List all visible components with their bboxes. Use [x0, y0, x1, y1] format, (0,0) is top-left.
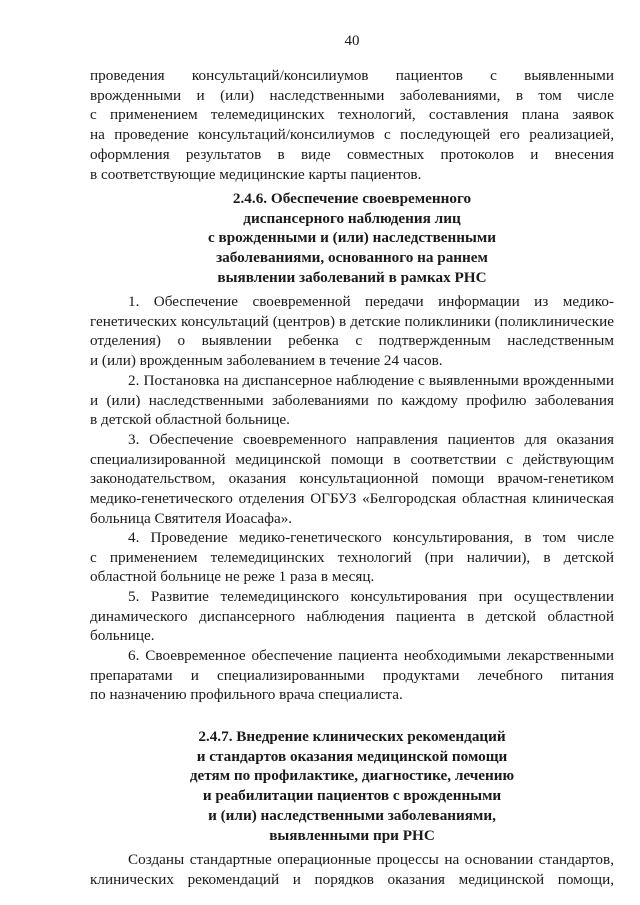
intro-paragraph — [90, 66, 614, 184]
text-line: больнице. — [90, 627, 155, 645]
text-line: в соответствующие медицинские карты пациентов. — [90, 165, 422, 183]
heading-line: 2.4.6. Обеспечение своевременного — [232, 190, 472, 207]
text-line: и (или) врожденным заболеванием в течение 24 часов. — [90, 352, 443, 370]
heading-line: и стандартов оказания медицинской помощи — [196, 747, 508, 765]
text-line: динамического диспансерного наблюдения пациента в детской областной — [90, 607, 614, 625]
list-item-3 — [90, 430, 614, 529]
text-line: 1. Обеспечение своевременной передачи информации из медико- — [128, 293, 614, 310]
text-line: с применением телемедицинских технологий, составления плана заявок — [90, 106, 614, 124]
text-line: 3. Обеспечение своевременного направления пациентов для оказания — [128, 431, 614, 448]
text-line: генетических консультаций (центров) в детские поликлиники (поликлинические — [90, 312, 614, 330]
page-number: 40 — [344, 33, 360, 49]
text-line: в детской областной больнице. — [90, 411, 290, 429]
text-line: 2. Постановка на диспансерное наблюдение с выявленными врожденными — [128, 372, 614, 389]
heading-line: выявлении заболеваний в рамках РНС — [217, 268, 487, 286]
list-item-1 — [90, 292, 614, 371]
heading-line: и реабилитации пациентов с врожденными — [202, 787, 502, 805]
heading-line: выявленными при РНС — [269, 826, 435, 844]
text-line: на проведение консультаций/консилиумов с последующей его реализацией, — [90, 126, 614, 144]
list-item-6 — [90, 646, 614, 705]
section-2-4-7-paragraph — [90, 850, 614, 889]
text-line: 5. Развитие телемедицинского консультирования при осуществлении — [128, 588, 614, 605]
list-item-2 — [90, 371, 614, 430]
text-line: оформления результатов в виде совместных протоколов и внесения — [90, 145, 614, 163]
text-line: и (или) наследственными заболеваниями по каждому профилю заболевания — [90, 391, 614, 409]
text-line: 6. Своевременное обеспечение пациента необходимыми лекарственными — [128, 647, 614, 664]
text-line: 4. Проведение медико-генетического консультирования, в том числе — [128, 529, 614, 546]
text-line: врожденными и (или) наследственными заболеваниями, в том числе — [90, 86, 614, 104]
heading-line: 2.4.7. Внедрение клинических рекомендаций — [198, 728, 506, 745]
text-line: больница Святителя Иоасафа». — [90, 509, 293, 527]
list-item-4 — [90, 528, 614, 587]
text-line: отделения) о выявлении ребенка с подтвержденным наследственным — [90, 332, 614, 350]
text-line: законодательством, оказания консультационной помощи врачом-генетиком — [90, 470, 614, 488]
heading-line: детям по профилактике, диагностике, лечению — [189, 767, 515, 785]
text-line: препаратами и специализированными продуктами лечебного питания — [90, 666, 614, 684]
text-line: с применением телемедицинских технологий (при наличии), в детской — [90, 548, 614, 566]
text-line: медико-генетического отделения ОГБУЗ «Белгородская областная клиническая — [90, 490, 614, 508]
heading-line: диспансерного наблюдения лиц — [243, 209, 461, 227]
heading-line: и (или) наследственными заболеваниями, — [208, 806, 496, 824]
heading-line: заболеваниями, основанного на раннем — [216, 249, 488, 267]
text-line: специализированной медицинской помощи в соответствии с действующим — [90, 450, 614, 468]
section-heading-2-4-6 — [90, 189, 614, 288]
text-line: областной больнице не реже 1 раза в месяц. — [90, 568, 375, 586]
text-line: проведения консультаций/консилиумов пациентов с выявленными — [90, 67, 614, 84]
heading-line: с врожденными и (или) наследственными — [208, 229, 496, 247]
text-line: клинических рекомендаций и порядков оказания медицинской помощи, — [90, 870, 614, 888]
section-heading-2-4-7 — [90, 727, 614, 845]
text-line: по назначению профильного врача специалиста. — [90, 686, 403, 704]
list-item-5 — [90, 587, 614, 646]
text-line: Созданы стандартные операционные процессы на основании стандартов, — [128, 851, 614, 868]
